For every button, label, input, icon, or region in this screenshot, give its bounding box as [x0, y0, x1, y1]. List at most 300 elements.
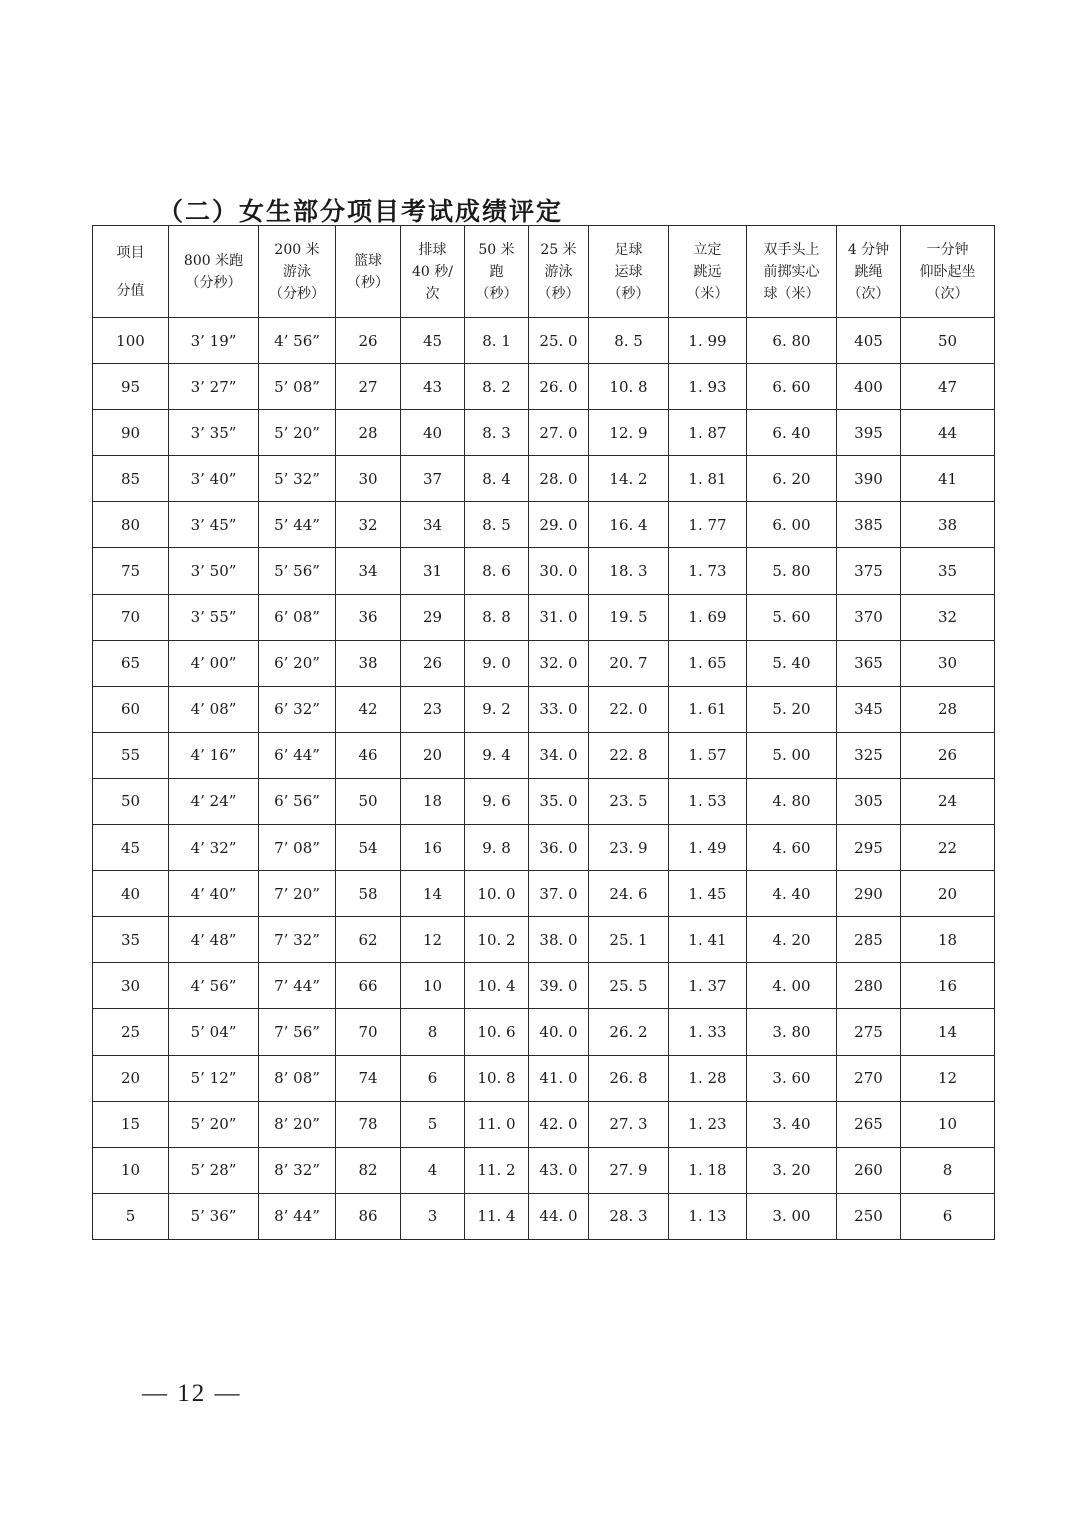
- score-table: [92, 225, 995, 1240]
- table-cell: 9. 4: [465, 732, 529, 778]
- table-cell: 42: [336, 686, 401, 732]
- table-cell: 1. 33: [669, 1009, 747, 1055]
- score-cell: 40: [93, 871, 169, 917]
- table-cell: 250: [837, 1193, 901, 1239]
- table-header: [93, 226, 995, 318]
- table-body: [93, 318, 995, 1240]
- table-cell: 6’ 20”: [259, 640, 336, 686]
- table-cell: 14: [401, 871, 465, 917]
- table-cell: 375: [837, 548, 901, 594]
- table-cell: 50: [336, 778, 401, 824]
- table-cell: 23: [401, 686, 465, 732]
- column-header-line: 立定: [693, 241, 722, 258]
- table-cell: 1. 93: [669, 364, 747, 410]
- column-header-line: （次）: [847, 285, 890, 302]
- table-cell: 5’ 20”: [259, 410, 336, 456]
- table-cell: 30. 0: [529, 548, 589, 594]
- table-cell: 27. 3: [589, 1101, 669, 1147]
- table-cell: 30: [336, 456, 401, 502]
- table-cell: 3’ 55”: [169, 594, 259, 640]
- table-cell: 8. 5: [465, 502, 529, 548]
- table-cell: 16: [401, 825, 465, 871]
- table-cell: 365: [837, 640, 901, 686]
- table-cell: 10. 2: [465, 917, 529, 963]
- column-header: [465, 226, 529, 318]
- table-cell: 32: [336, 502, 401, 548]
- table-cell: 26. 0: [529, 364, 589, 410]
- table-cell: 8’ 44”: [259, 1193, 336, 1239]
- table-cell: 5’ 36”: [169, 1193, 259, 1239]
- corner-label-item: 项目: [116, 244, 145, 261]
- table-cell: 5. 40: [747, 640, 837, 686]
- column-header-line: 游泳: [283, 263, 311, 280]
- table-cell: 8. 1: [465, 318, 529, 364]
- table-cell: 42. 0: [529, 1101, 589, 1147]
- column-header: [259, 226, 336, 318]
- table-cell: 9. 0: [465, 640, 529, 686]
- table-cell: 11. 0: [465, 1101, 529, 1147]
- table-cell: 3’ 19”: [169, 318, 259, 364]
- table-cell: 44: [901, 410, 995, 456]
- table-row: [93, 963, 995, 1009]
- table-cell: 1. 87: [669, 410, 747, 456]
- table-cell: 34: [336, 548, 401, 594]
- table-cell: 4’ 00”: [169, 640, 259, 686]
- table-cell: 3’ 40”: [169, 456, 259, 502]
- table-cell: 46: [336, 732, 401, 778]
- table-cell: 1. 69: [669, 594, 747, 640]
- table-cell: 385: [837, 502, 901, 548]
- table-cell: 41. 0: [529, 1055, 589, 1101]
- table-cell: 9. 6: [465, 778, 529, 824]
- column-header: [401, 226, 465, 318]
- table-cell: 24. 6: [589, 871, 669, 917]
- table-cell: 12. 9: [589, 410, 669, 456]
- table-cell: 16: [901, 963, 995, 1009]
- table-cell: 5’ 04”: [169, 1009, 259, 1055]
- score-cell: 100: [93, 318, 169, 364]
- table-row: [93, 548, 995, 594]
- table-cell: 44. 0: [529, 1193, 589, 1239]
- table-cell: 6’ 44”: [259, 732, 336, 778]
- table-cell: 5. 20: [747, 686, 837, 732]
- page-number: — 12 —: [142, 1380, 242, 1407]
- table-cell: 1. 49: [669, 825, 747, 871]
- table-cell: 4’ 08”: [169, 686, 259, 732]
- table-cell: 3. 80: [747, 1009, 837, 1055]
- column-header-line: （分秒）: [269, 285, 325, 302]
- corner-header: [93, 226, 169, 318]
- table-cell: 5’ 44”: [259, 502, 336, 548]
- table-cell: 18. 3: [589, 548, 669, 594]
- table-cell: 27: [336, 364, 401, 410]
- score-cell: 85: [93, 456, 169, 502]
- table-cell: 4’ 56”: [169, 963, 259, 1009]
- table-cell: 8. 4: [465, 456, 529, 502]
- table-cell: 7’ 08”: [259, 825, 336, 871]
- table-cell: 10. 0: [465, 871, 529, 917]
- table-cell: 25. 5: [589, 963, 669, 1009]
- column-header-line: 仰卧起坐: [919, 263, 976, 280]
- table-cell: 4’ 24”: [169, 778, 259, 824]
- table-row: [93, 410, 995, 456]
- table-cell: 32: [901, 594, 995, 640]
- table-cell: 400: [837, 364, 901, 410]
- table-cell: 24: [901, 778, 995, 824]
- table-row: [93, 778, 995, 824]
- table-cell: 14: [901, 1009, 995, 1055]
- table-cell: 7’ 44”: [259, 963, 336, 1009]
- table-cell: 305: [837, 778, 901, 824]
- table-cell: 66: [336, 963, 401, 1009]
- table-row: [93, 825, 995, 871]
- table-cell: 58: [336, 871, 401, 917]
- table-cell: 26: [901, 732, 995, 778]
- table-cell: 1. 45: [669, 871, 747, 917]
- column-header-line: 200 米: [274, 241, 320, 258]
- section-title: （二）女生部分项目考试成绩评定: [158, 197, 564, 226]
- table-cell: 28. 0: [529, 456, 589, 502]
- score-cell: 50: [93, 778, 169, 824]
- column-header-line: 跑: [489, 263, 504, 280]
- table-cell: 1. 77: [669, 502, 747, 548]
- table-cell: 28: [901, 686, 995, 732]
- table-cell: 5’ 32”: [259, 456, 336, 502]
- table-cell: 1. 73: [669, 548, 747, 594]
- table-cell: 8’ 08”: [259, 1055, 336, 1101]
- table-cell: 32. 0: [529, 640, 589, 686]
- table-cell: 6. 20: [747, 456, 837, 502]
- table-row: [93, 502, 995, 548]
- table-cell: 43: [401, 364, 465, 410]
- table-cell: 31. 0: [529, 594, 589, 640]
- column-header-line: 跳绳: [854, 263, 883, 280]
- column-header-line: 40 秒/: [412, 263, 453, 280]
- table-cell: 1. 37: [669, 963, 747, 1009]
- table-cell: 18: [901, 917, 995, 963]
- table-cell: 8’ 32”: [259, 1147, 336, 1193]
- table-row: [93, 640, 995, 686]
- table-cell: 11. 2: [465, 1147, 529, 1193]
- table-cell: 265: [837, 1101, 901, 1147]
- table-cell: 12: [901, 1055, 995, 1101]
- table-cell: 5’ 08”: [259, 364, 336, 410]
- table-cell: 10: [401, 963, 465, 1009]
- table-cell: 38: [901, 502, 995, 548]
- column-header: [837, 226, 901, 318]
- table-cell: 6’ 08”: [259, 594, 336, 640]
- score-cell: 35: [93, 917, 169, 963]
- table-cell: 29. 0: [529, 502, 589, 548]
- table-cell: 30: [901, 640, 995, 686]
- table-cell: 9. 8: [465, 825, 529, 871]
- table-cell: 12: [401, 917, 465, 963]
- table-cell: 22: [901, 825, 995, 871]
- column-header-line: 一分钟: [926, 241, 969, 258]
- table-cell: 5. 60: [747, 594, 837, 640]
- table-cell: 20: [901, 871, 995, 917]
- table-cell: 6: [401, 1055, 465, 1101]
- table-cell: 3. 60: [747, 1055, 837, 1101]
- score-cell: 80: [93, 502, 169, 548]
- table-cell: 1. 23: [669, 1101, 747, 1147]
- table-cell: 4. 00: [747, 963, 837, 1009]
- table-cell: 1. 57: [669, 732, 747, 778]
- table-cell: 7’ 20”: [259, 871, 336, 917]
- table-cell: 28: [336, 410, 401, 456]
- table-cell: 1. 65: [669, 640, 747, 686]
- corner-label-score: 分值: [116, 282, 145, 299]
- table-cell: 4. 60: [747, 825, 837, 871]
- table-cell: 4’ 56”: [259, 318, 336, 364]
- table-cell: 6’ 32”: [259, 686, 336, 732]
- column-header-line: 足球: [614, 241, 643, 258]
- table-cell: 37. 0: [529, 871, 589, 917]
- table-cell: 4’ 16”: [169, 732, 259, 778]
- table-row: [93, 732, 995, 778]
- table-cell: 37: [401, 456, 465, 502]
- table-cell: 1. 41: [669, 917, 747, 963]
- table-cell: 25. 0: [529, 318, 589, 364]
- table-cell: 280: [837, 963, 901, 1009]
- table-cell: 6. 60: [747, 364, 837, 410]
- table-row: [93, 1101, 995, 1147]
- column-header-line: 前掷实心: [763, 263, 820, 280]
- table-cell: 5’ 56”: [259, 548, 336, 594]
- table-cell: 54: [336, 825, 401, 871]
- score-cell: 65: [93, 640, 169, 686]
- table-cell: 45: [401, 318, 465, 364]
- table-cell: 27. 9: [589, 1147, 669, 1193]
- table-cell: 1. 61: [669, 686, 747, 732]
- table-cell: 6. 40: [747, 410, 837, 456]
- score-cell: 30: [93, 963, 169, 1009]
- table-cell: 1. 53: [669, 778, 747, 824]
- column-header-line: 排球: [418, 241, 447, 258]
- table-cell: 25. 1: [589, 917, 669, 963]
- table-cell: 8: [901, 1147, 995, 1193]
- table-cell: 290: [837, 871, 901, 917]
- score-cell: 95: [93, 364, 169, 410]
- table-row: [93, 917, 995, 963]
- table-cell: 29: [401, 594, 465, 640]
- column-header-line: （秒）: [347, 274, 389, 291]
- column-header-line: 篮球: [354, 252, 382, 269]
- table-cell: 5: [401, 1101, 465, 1147]
- table-cell: 23. 9: [589, 825, 669, 871]
- column-header-line: 游泳: [544, 263, 573, 280]
- table-cell: 34: [401, 502, 465, 548]
- column-header-line: （米）: [686, 285, 729, 302]
- column-header: [747, 226, 837, 318]
- table-cell: 3. 40: [747, 1101, 837, 1147]
- table-cell: 325: [837, 732, 901, 778]
- column-header-line: 运球: [614, 263, 643, 280]
- table-cell: 70: [336, 1009, 401, 1055]
- table-row: [93, 456, 995, 502]
- table-cell: 41: [901, 456, 995, 502]
- table-cell: 23. 5: [589, 778, 669, 824]
- table-cell: 22. 0: [589, 686, 669, 732]
- table-row: [93, 871, 995, 917]
- table-cell: 78: [336, 1101, 401, 1147]
- table-cell: 26: [336, 318, 401, 364]
- table-cell: 6. 80: [747, 318, 837, 364]
- table-cell: 395: [837, 410, 901, 456]
- table-cell: 35. 0: [529, 778, 589, 824]
- table-cell: 1. 28: [669, 1055, 747, 1101]
- table-cell: 370: [837, 594, 901, 640]
- header-row: [93, 226, 995, 318]
- column-header: [669, 226, 747, 318]
- table-cell: 26: [401, 640, 465, 686]
- table-cell: 40. 0: [529, 1009, 589, 1055]
- table-cell: 26. 2: [589, 1009, 669, 1055]
- table-cell: 5. 00: [747, 732, 837, 778]
- table-cell: 10. 4: [465, 963, 529, 1009]
- table-cell: 11. 4: [465, 1193, 529, 1239]
- table-cell: 5’ 20”: [169, 1101, 259, 1147]
- table-cell: 47: [901, 364, 995, 410]
- table-cell: 14. 2: [589, 456, 669, 502]
- score-cell: 25: [93, 1009, 169, 1055]
- table-cell: 6’ 56”: [259, 778, 336, 824]
- table-cell: 38: [336, 640, 401, 686]
- table-cell: 8. 6: [465, 548, 529, 594]
- table-cell: 74: [336, 1055, 401, 1101]
- column-header-line: 跳远: [693, 263, 722, 280]
- table-cell: 10: [901, 1101, 995, 1147]
- table-cell: 8. 5: [589, 318, 669, 364]
- table-cell: 3’ 45”: [169, 502, 259, 548]
- table-cell: 82: [336, 1147, 401, 1193]
- table-row: [93, 686, 995, 732]
- table-cell: 7’ 32”: [259, 917, 336, 963]
- table-row: [93, 318, 995, 364]
- table-cell: 50: [901, 318, 995, 364]
- table-row: [93, 364, 995, 410]
- column-header: [589, 226, 669, 318]
- table-cell: 34. 0: [529, 732, 589, 778]
- table-cell: 39. 0: [529, 963, 589, 1009]
- score-cell: 45: [93, 825, 169, 871]
- table-cell: 8. 2: [465, 364, 529, 410]
- table-cell: 9. 2: [465, 686, 529, 732]
- score-cell: 75: [93, 548, 169, 594]
- table-row: [93, 1009, 995, 1055]
- table-cell: 6: [901, 1193, 995, 1239]
- table-cell: 8: [401, 1009, 465, 1055]
- table-cell: 1. 18: [669, 1147, 747, 1193]
- column-header: [336, 226, 401, 318]
- table-cell: 4. 80: [747, 778, 837, 824]
- table-cell: 28. 3: [589, 1193, 669, 1239]
- table-cell: 4’ 40”: [169, 871, 259, 917]
- table-cell: 16. 4: [589, 502, 669, 548]
- table-row: [93, 1055, 995, 1101]
- table-cell: 86: [336, 1193, 401, 1239]
- table-cell: 35: [901, 548, 995, 594]
- column-header: [901, 226, 995, 318]
- table-cell: 1. 81: [669, 456, 747, 502]
- table-cell: 3. 20: [747, 1147, 837, 1193]
- score-cell: 10: [93, 1147, 169, 1193]
- table-cell: 295: [837, 825, 901, 871]
- score-cell: 5: [93, 1193, 169, 1239]
- table-cell: 10. 6: [465, 1009, 529, 1055]
- table-cell: 19. 5: [589, 594, 669, 640]
- table-cell: 10. 8: [465, 1055, 529, 1101]
- score-cell: 70: [93, 594, 169, 640]
- table-cell: 3’ 27”: [169, 364, 259, 410]
- table-cell: 4. 20: [747, 917, 837, 963]
- table-cell: 38. 0: [529, 917, 589, 963]
- table-cell: 1. 99: [669, 318, 747, 364]
- table-cell: 62: [336, 917, 401, 963]
- table-cell: 43. 0: [529, 1147, 589, 1193]
- table-cell: 5’ 12”: [169, 1055, 259, 1101]
- table-cell: 20. 7: [589, 640, 669, 686]
- column-header-line: 50 米: [478, 241, 515, 258]
- column-header-line: （次）: [926, 285, 969, 302]
- table-cell: 33. 0: [529, 686, 589, 732]
- table-cell: 27. 0: [529, 410, 589, 456]
- table-cell: 4: [401, 1147, 465, 1193]
- table-cell: 22. 8: [589, 732, 669, 778]
- table-cell: 10. 8: [589, 364, 669, 410]
- column-header: [169, 226, 259, 318]
- column-header-line: 800 米跑: [183, 252, 244, 269]
- table-cell: 405: [837, 318, 901, 364]
- table-cell: 4’ 32”: [169, 825, 259, 871]
- table-row: [93, 594, 995, 640]
- table-cell: 285: [837, 917, 901, 963]
- table-cell: 8’ 20”: [259, 1101, 336, 1147]
- column-header-line: （秒）: [475, 285, 518, 302]
- column-header-line: （分秒）: [185, 274, 242, 291]
- table-cell: 8. 3: [465, 410, 529, 456]
- table-row: [93, 1193, 995, 1239]
- table-cell: 3. 00: [747, 1193, 837, 1239]
- table-cell: 275: [837, 1009, 901, 1055]
- table-cell: 6. 00: [747, 502, 837, 548]
- table-cell: 5’ 28”: [169, 1147, 259, 1193]
- table-cell: 36. 0: [529, 825, 589, 871]
- table-cell: 31: [401, 548, 465, 594]
- table-cell: 260: [837, 1147, 901, 1193]
- table-cell: 20: [401, 732, 465, 778]
- score-cell: 20: [93, 1055, 169, 1101]
- column-header-line: （秒）: [607, 285, 650, 302]
- table-cell: 270: [837, 1055, 901, 1101]
- table-cell: 7’ 56”: [259, 1009, 336, 1055]
- table-cell: 3: [401, 1193, 465, 1239]
- score-cell: 55: [93, 732, 169, 778]
- score-cell: 90: [93, 410, 169, 456]
- score-cell: 60: [93, 686, 169, 732]
- table-cell: 5. 80: [747, 548, 837, 594]
- column-header-line: 25 米: [540, 241, 577, 258]
- column-header-line: 双手头上: [763, 241, 820, 258]
- table-cell: 3’ 35”: [169, 410, 259, 456]
- table-cell: 1. 13: [669, 1193, 747, 1239]
- table-cell: 345: [837, 686, 901, 732]
- table-cell: 4’ 48”: [169, 917, 259, 963]
- table-cell: 18: [401, 778, 465, 824]
- column-header-line: 次: [425, 285, 440, 302]
- table-row: [93, 1147, 995, 1193]
- table-cell: 390: [837, 456, 901, 502]
